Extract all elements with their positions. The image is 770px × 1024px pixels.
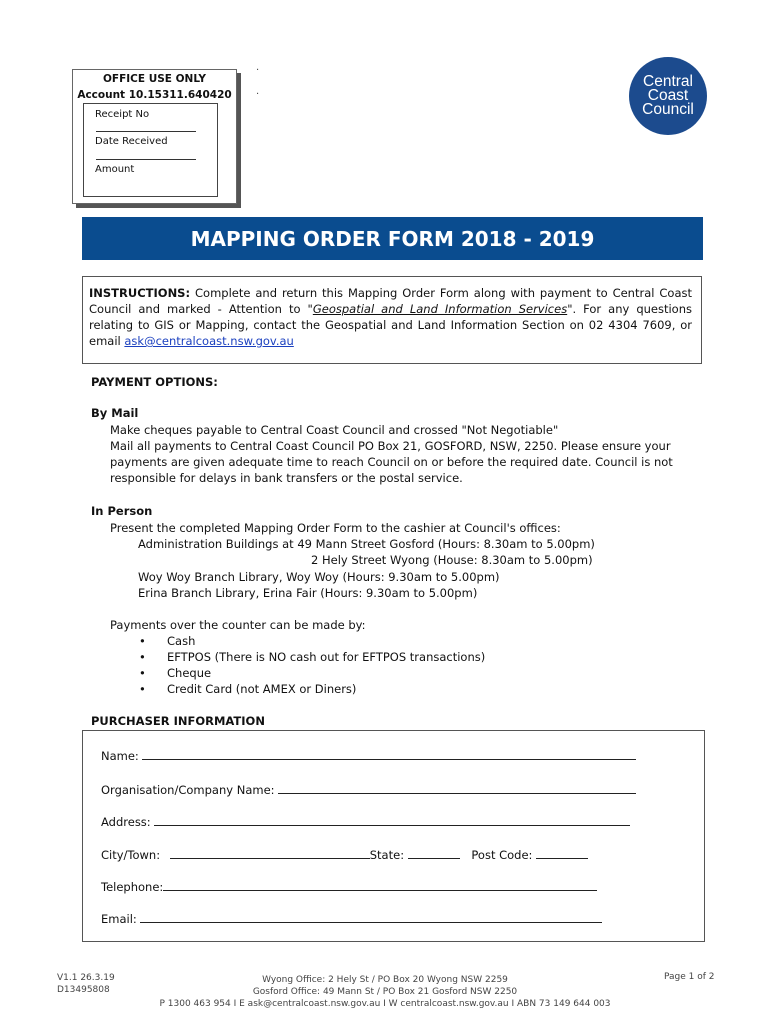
office-location: Woy Woy Branch Library, Woy Woy (Hours: 9.30am to 5.00pm): [138, 570, 500, 584]
instructions-box: [82, 276, 702, 364]
purchaser-heading: PURCHASER INFORMATION: [91, 714, 265, 728]
document-id: D13495808: [57, 985, 110, 995]
by-mail-text: [110, 422, 673, 486]
telephone-label: Telephone:: [101, 880, 164, 894]
in-person-heading: In Person: [91, 504, 153, 518]
payment-method: • Cheque: [139, 665, 485, 681]
name-input-line[interactable]: [142, 747, 636, 760]
payment-method: • Credit Card (not AMEX or Diners): [139, 681, 485, 697]
telephone-input-line[interactable]: [163, 878, 597, 891]
name-label: Name:: [101, 749, 139, 763]
postcode-label: Post Code:: [471, 848, 533, 862]
name-field[interactable]: [101, 747, 636, 763]
office-account: Account 10.15311.640420: [77, 89, 232, 101]
state-input-line[interactable]: [408, 846, 460, 859]
office-location: Erina Branch Library, Erina Fair (Hours: 9.30am to 5.00pm): [138, 586, 478, 600]
instructions-label: INSTRUCTIONS:: [89, 286, 191, 300]
office-use-box: [72, 69, 237, 204]
marker-dot: .: [256, 86, 260, 97]
version-label: V1.1 26.3.19: [57, 973, 115, 983]
counter-intro: Payments over the counter can be made by:: [110, 618, 366, 632]
logo-line-1: Central: [643, 73, 693, 90]
office-inner-box: [83, 103, 218, 197]
instructions-text-1: Complete and return this Mapping Order Form along with payment to Central Coast Council and marked - Attention to ": [89, 286, 692, 316]
mail-line: payments are given adequate time to reach Council on or before the required date. Council is not: [110, 455, 673, 469]
email-input-line[interactable]: [140, 910, 602, 923]
city-input-line[interactable]: [170, 846, 370, 859]
payment-options-heading: PAYMENT OPTIONS:: [91, 375, 218, 389]
office-use-title: OFFICE USE ONLY: [102, 73, 206, 85]
footer-contact: [150, 974, 620, 1010]
mail-line: responsible for delays in bank transfers or the postal service.: [110, 471, 463, 485]
email-field[interactable]: [101, 910, 602, 926]
telephone-field[interactable]: [101, 878, 597, 894]
address-input-line[interactable]: [154, 813, 630, 826]
payment-methods-list: [139, 633, 485, 697]
payment-method: • Cash: [139, 633, 485, 649]
organisation-input-line[interactable]: [278, 781, 636, 794]
purchaser-box: [82, 730, 705, 942]
city-label: City/Town:: [101, 848, 161, 862]
postcode-input-line[interactable]: [536, 846, 588, 859]
payment-method: • EFTPOS (There is NO cash out for EFTPOS transactions): [139, 649, 485, 665]
organisation-label: Organisation/Company Name:: [101, 783, 275, 797]
footer-line-1: Wyong Office: 2 Hely St / PO Box 20 Wyong NSW 2259: [262, 975, 508, 985]
instructions-text-2: ". For any questions relating to GIS or Mapping, contact the Geospatial and Land Information Section on 02 4304 7609, or email: [89, 302, 692, 348]
state-label: State:: [369, 848, 405, 862]
form-title-banner: MAPPING ORDER FORM 2018 - 2019: [82, 217, 703, 260]
mail-line: Mail all payments to Central Coast Council PO Box 21, GOSFORD, NSW, 2250. Please ensure your: [110, 439, 671, 453]
footer-line-2: Gosford Office: 49 Mann St / PO Box 21 Gosford NSW 2250: [252, 987, 518, 997]
office-location: 2 Hely Street Wyong (House: 8.30am to 5.00pm): [311, 553, 593, 567]
receipt-rule: [96, 131, 196, 132]
receipt-label: Receipt No: [95, 109, 150, 120]
mail-line: Make cheques payable to Central Coast Council and crossed "Not Negotiable": [110, 423, 559, 437]
email-label: Email:: [101, 912, 137, 926]
city-state-postcode-row: [101, 846, 588, 862]
organisation-field[interactable]: [101, 781, 636, 797]
by-mail-heading: By Mail: [91, 406, 139, 420]
logo-line-3: Council: [642, 101, 694, 118]
office-location: Administration Buildings at 49 Mann Street Gosford (Hours: 8.30am to 5.00pm): [138, 537, 595, 551]
amount-label: Amount: [95, 164, 135, 175]
date-rule: [96, 159, 196, 160]
marker-dot: .: [256, 62, 260, 73]
page-number: Page 1 of 2: [664, 972, 715, 982]
instructions-email-link[interactable]: ask@centralcoast.nsw.gov.au: [124, 334, 294, 348]
date-label: Date Received: [95, 136, 168, 147]
address-label: Address:: [101, 815, 151, 829]
footer-line-3: P 1300 463 954 I E ask@centralcoast.nsw.gov.au I W centralcoast.nsw.gov.au I ABN 73 149 644 003: [159, 999, 611, 1009]
instructions-italic: Geospatial and Land Information Services: [312, 302, 568, 316]
central-coast-council-logo: [629, 57, 707, 135]
logo-line-2: Coast: [647, 87, 689, 104]
version-info: [57, 972, 115, 996]
in-person-intro: Present the completed Mapping Order Form to the cashier at Council's offices:: [110, 521, 561, 535]
address-field[interactable]: [101, 813, 630, 829]
